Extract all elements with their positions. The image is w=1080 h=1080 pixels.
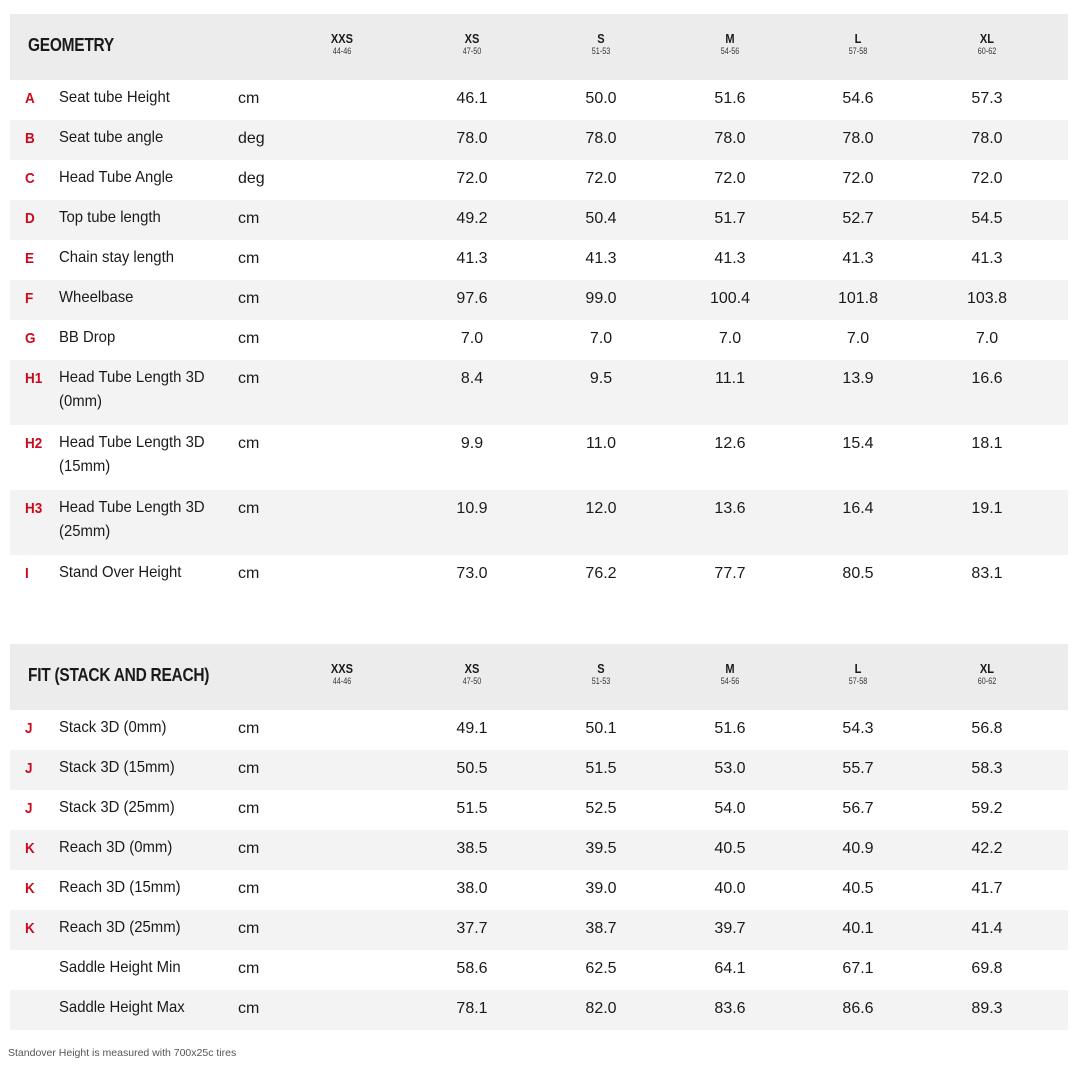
size-column-header	[942, 32, 1032, 56]
value-cell: 54.5	[971, 210, 1003, 227]
value-cell: 38.5	[456, 840, 488, 857]
size-name: XS	[464, 661, 480, 676]
value-cell: 78.0	[456, 130, 488, 147]
value-cell: 16.6	[971, 370, 1003, 387]
unit-label: cm	[238, 920, 260, 937]
value-cell: 8.4	[460, 370, 484, 387]
unit-label: deg	[238, 130, 265, 147]
table-row	[10, 360, 1068, 425]
row-letter: K	[25, 920, 35, 937]
value-cell: 40.9	[842, 840, 874, 857]
value-cell: 7.0	[589, 330, 613, 347]
row-letter: J	[25, 760, 33, 777]
value-cell: 50.0	[585, 90, 617, 107]
value-cell: 41.3	[842, 250, 874, 267]
size-name: M	[725, 661, 735, 676]
size-column-header	[813, 32, 903, 56]
parameter-name: Wheelbase	[59, 289, 134, 306]
table-row	[10, 710, 1068, 750]
value-cell: 82.0	[585, 1000, 617, 1017]
size-name: XL	[979, 31, 995, 46]
value-cell: 62.5	[585, 960, 617, 977]
unit-label: cm	[238, 370, 260, 387]
value-cell: 64.1	[714, 960, 746, 977]
value-cell: 41.3	[971, 250, 1003, 267]
parameter-name: Reach 3D (0mm)	[59, 839, 173, 856]
parameter-name: Stand Over Height	[59, 564, 182, 581]
value-cell: 78.0	[714, 130, 746, 147]
value-cell: 11.0	[586, 435, 616, 452]
parameter-name: Reach 3D (25mm)	[59, 919, 181, 936]
value-cell: 46.1	[456, 90, 488, 107]
row-letter: K	[25, 840, 35, 857]
value-cell: 101.8	[837, 290, 879, 307]
geometry-header	[10, 14, 1068, 80]
value-cell: 51.6	[714, 720, 746, 737]
unit-label: cm	[238, 435, 260, 452]
fit-title: FIT (STACK AND REACH)	[28, 665, 210, 685]
value-cell: 86.6	[842, 1000, 874, 1017]
geometry-rows	[10, 80, 1068, 595]
value-cell: 83.6	[714, 1000, 746, 1017]
value-cell: 89.3	[971, 1000, 1003, 1017]
value-cell: 40.5	[714, 840, 746, 857]
value-cell: 18.1	[971, 435, 1003, 452]
value-cell: 12.6	[714, 435, 746, 452]
value-cell: 78.0	[585, 130, 617, 147]
value-cell: 40.1	[842, 920, 874, 937]
size-column-header	[556, 32, 646, 56]
size-range: 47-50	[462, 46, 482, 56]
size-name: XXS	[330, 661, 354, 676]
table-row	[10, 490, 1068, 555]
footnote: Standover Height is measured with 700x25c tires	[8, 1047, 237, 1059]
value-cell: 83.1	[971, 565, 1003, 582]
size-column-header	[685, 32, 775, 56]
value-cell: 78.0	[971, 130, 1003, 147]
fit-header	[10, 644, 1068, 710]
value-cell: 39.7	[714, 920, 746, 937]
value-cell: 41.3	[714, 250, 746, 267]
unit-label: cm	[238, 880, 260, 897]
unit-label: cm	[238, 960, 260, 977]
row-letter: H1	[25, 370, 43, 387]
value-cell: 58.6	[456, 960, 488, 977]
value-cell: 7.0	[718, 330, 742, 347]
size-name: XS	[464, 31, 480, 46]
value-cell: 72.0	[714, 170, 746, 187]
value-cell: 56.7	[842, 800, 874, 817]
unit-label: cm	[238, 565, 260, 582]
unit-label: cm	[238, 330, 260, 347]
value-cell: 10.9	[456, 500, 488, 517]
parameter-name: Stack 3D (25mm)	[59, 799, 175, 816]
table-row	[10, 555, 1068, 595]
unit-label: cm	[238, 840, 260, 857]
table-row	[10, 280, 1068, 320]
value-cell: 38.7	[585, 920, 617, 937]
value-cell: 41.3	[585, 250, 617, 267]
unit-label: cm	[238, 290, 260, 307]
row-letter: K	[25, 880, 35, 897]
value-cell: 51.6	[714, 90, 746, 107]
value-cell: 67.1	[842, 960, 874, 977]
table-row	[10, 120, 1068, 160]
value-cell: 78.1	[456, 1000, 488, 1017]
table-row	[10, 950, 1068, 990]
value-cell: 100.4	[709, 290, 751, 307]
value-cell: 54.3	[842, 720, 874, 737]
value-cell: 50.1	[585, 720, 617, 737]
value-cell: 50.5	[456, 760, 488, 777]
value-cell: 55.7	[842, 760, 874, 777]
value-cell: 77.7	[714, 565, 746, 582]
size-range: 51-53	[591, 676, 611, 686]
value-cell: 42.2	[971, 840, 1003, 857]
value-cell: 40.5	[842, 880, 874, 897]
value-cell: 103.8	[966, 290, 1008, 307]
value-cell: 57.3	[971, 90, 1003, 107]
size-range: 57-58	[848, 46, 868, 56]
value-cell: 69.8	[971, 960, 1003, 977]
unit-label: cm	[238, 90, 260, 107]
geometry-table	[10, 14, 1068, 595]
table-row	[10, 160, 1068, 200]
value-cell: 51.5	[585, 760, 617, 777]
size-name: S	[597, 31, 605, 46]
value-cell: 72.0	[971, 170, 1003, 187]
parameter-name: Head Tube Length 3D (0mm)	[59, 369, 205, 410]
fit-table	[10, 644, 1068, 1030]
table-row	[10, 830, 1068, 870]
value-cell: 12.0	[585, 500, 617, 517]
value-cell: 9.5	[589, 370, 613, 387]
value-cell: 72.0	[842, 170, 874, 187]
unit-label: deg	[238, 170, 265, 187]
value-cell: 13.6	[714, 500, 746, 517]
row-letter: A	[25, 90, 35, 107]
value-cell: 39.0	[585, 880, 617, 897]
row-letter: F	[25, 290, 34, 307]
table-row	[10, 790, 1068, 830]
parameter-name: Head Tube Angle	[59, 169, 174, 186]
value-cell: 16.4	[842, 500, 874, 517]
size-name: XL	[979, 661, 995, 676]
table-row	[10, 990, 1068, 1030]
value-cell: 53.0	[714, 760, 746, 777]
parameter-name: Head Tube Length 3D (25mm)	[59, 499, 205, 540]
table-row	[10, 80, 1068, 120]
value-cell: 52.5	[585, 800, 617, 817]
row-letter: C	[25, 170, 35, 187]
row-letter: H2	[25, 435, 43, 452]
value-cell: 51.5	[456, 800, 488, 817]
size-range: 44-46	[332, 676, 352, 686]
value-cell: 41.3	[456, 250, 488, 267]
value-cell: 76.2	[585, 565, 617, 582]
value-cell: 11.1	[715, 370, 745, 387]
size-range: 54-56	[720, 46, 740, 56]
parameter-name: Reach 3D (15mm)	[59, 879, 181, 896]
size-column-header	[297, 662, 387, 686]
row-letter: J	[25, 720, 33, 737]
value-cell: 72.0	[585, 170, 617, 187]
size-column-header	[556, 662, 646, 686]
table-row	[10, 910, 1068, 950]
value-cell: 19.1	[971, 500, 1003, 517]
size-name: S	[597, 661, 605, 676]
parameter-name: Top tube length	[59, 209, 161, 226]
size-name: L	[854, 661, 862, 676]
parameter-name: BB Drop	[59, 329, 116, 346]
value-cell: 80.5	[842, 565, 874, 582]
row-letter: I	[25, 565, 29, 582]
parameter-name: Seat tube Height	[59, 89, 170, 106]
value-cell: 7.0	[460, 330, 484, 347]
size-column-header	[813, 662, 903, 686]
value-cell: 39.5	[585, 840, 617, 857]
unit-label: cm	[238, 210, 260, 227]
value-cell: 38.0	[456, 880, 488, 897]
size-range: 47-50	[462, 676, 482, 686]
value-cell: 7.0	[975, 330, 999, 347]
unit-label: cm	[238, 1000, 260, 1017]
size-range: 60-62	[977, 46, 997, 56]
parameter-name: Seat tube angle	[59, 129, 164, 146]
value-cell: 54.0	[714, 800, 746, 817]
row-letter: E	[25, 250, 35, 267]
table-row	[10, 870, 1068, 910]
size-column-header	[427, 662, 517, 686]
table-row	[10, 320, 1068, 360]
value-cell: 41.4	[971, 920, 1003, 937]
parameter-name: Saddle Height Min	[59, 959, 181, 976]
size-range: 60-62	[977, 676, 997, 686]
size-name: XXS	[330, 31, 354, 46]
value-cell: 59.2	[971, 800, 1003, 817]
fit-rows	[10, 710, 1068, 1030]
size-range: 54-56	[720, 676, 740, 686]
value-cell: 97.6	[456, 290, 488, 307]
value-cell: 40.0	[714, 880, 746, 897]
size-column-header	[942, 662, 1032, 686]
size-name: L	[854, 31, 862, 46]
unit-label: cm	[238, 500, 260, 517]
size-range: 57-58	[848, 676, 868, 686]
value-cell: 37.7	[456, 920, 488, 937]
value-cell: 41.7	[971, 880, 1003, 897]
row-letter: B	[25, 130, 35, 147]
value-cell: 50.4	[585, 210, 617, 227]
size-range: 44-46	[332, 46, 352, 56]
parameter-name: Stack 3D (15mm)	[59, 759, 175, 776]
unit-label: cm	[238, 720, 260, 737]
value-cell: 49.2	[456, 210, 488, 227]
parameter-name: Stack 3D (0mm)	[59, 719, 167, 736]
value-cell: 52.7	[842, 210, 874, 227]
table-row	[10, 200, 1068, 240]
value-cell: 9.9	[460, 435, 484, 452]
value-cell: 73.0	[456, 565, 488, 582]
value-cell: 15.4	[842, 435, 874, 452]
value-cell: 58.3	[971, 760, 1003, 777]
value-cell: 54.6	[842, 90, 874, 107]
size-column-header	[427, 32, 517, 56]
size-range: 51-53	[591, 46, 611, 56]
unit-label: cm	[238, 760, 260, 777]
parameter-name: Saddle Height Max	[59, 999, 185, 1016]
parameter-name: Chain stay length	[59, 249, 174, 266]
value-cell: 7.0	[846, 330, 870, 347]
value-cell: 78.0	[842, 130, 874, 147]
value-cell: 51.7	[714, 210, 746, 227]
value-cell: 99.0	[585, 290, 617, 307]
table-row	[10, 750, 1068, 790]
size-column-header	[297, 32, 387, 56]
size-name: M	[725, 31, 735, 46]
geometry-title: GEOMETRY	[28, 35, 114, 55]
value-cell: 49.1	[456, 720, 488, 737]
table-row	[10, 425, 1068, 490]
parameter-name: Head Tube Length 3D (15mm)	[59, 434, 205, 475]
row-letter: G	[25, 330, 36, 347]
size-column-header	[685, 662, 775, 686]
value-cell: 13.9	[842, 370, 874, 387]
unit-label: cm	[238, 800, 260, 817]
table-row	[10, 240, 1068, 280]
row-letter: J	[25, 800, 33, 817]
value-cell: 72.0	[456, 170, 488, 187]
value-cell: 56.8	[971, 720, 1003, 737]
unit-label: cm	[238, 250, 260, 267]
row-letter: H3	[25, 500, 43, 517]
row-letter: D	[25, 210, 35, 227]
